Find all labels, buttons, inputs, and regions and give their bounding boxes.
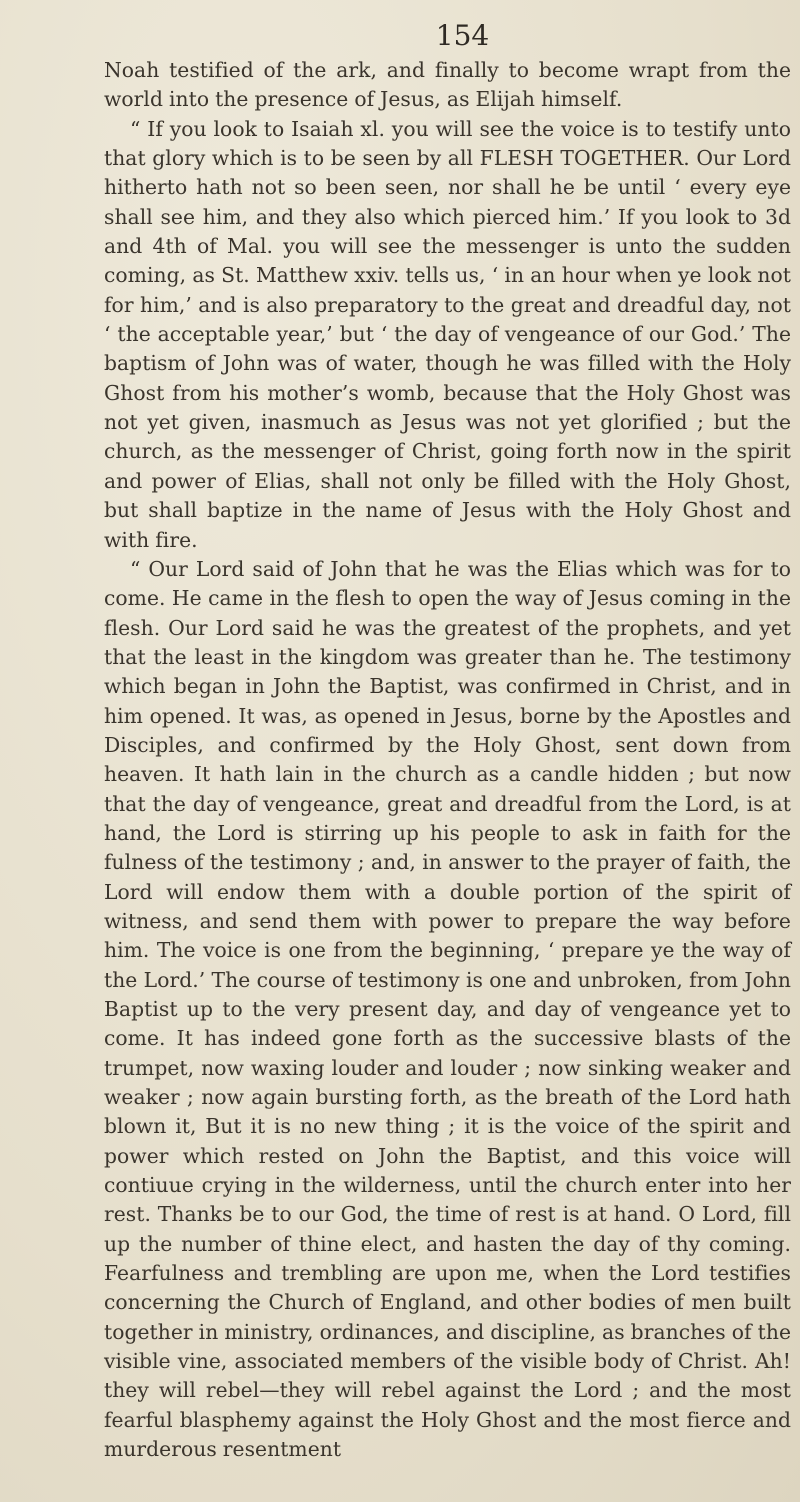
page-number: 154 — [435, 19, 490, 52]
body-text — [104, 56, 791, 1465]
paragraph: “ Our Lord said of John that he was the Elias which was for to come. He came in the flesh to open the way of Jesus coming in the flesh. Our Lord said he was the greatest of the prophets, and yet that the least in the kingdom was greater than he. The testimony which began in John the Baptist, was confirmed in Christ, and in him opened. It was, as opened in Jesus, borne by the Apostles and Disciples, and confirmed by the Holy Ghost, sent down from heaven. It hath lain in the church as a candle hidden ; but now that the day of vengeance, great and dreadful from the Lord, is at hand, the Lord is stirring up his people to ask in faith for the fulness of the testimony ; and, in answer to the prayer of faith, the Lord will endow them with a double portion of the spirit of witness, and send them with power to prepare the way before him. The voice is one from the beginning, ‘ prepare ye the way of the Lord.’ The course of testimony is one and unbroken, from John Baptist up to the very present day, and day of vengeance yet to come. It has indeed gone forth as the successive blasts of the trumpet, now waxing louder and louder ; now sinking weaker and weaker ; now again bursting forth, as the breath of the Lord hath blown it, But it is no new thing ; it is the voice of the spirit and power which rested on John the Baptist, and this voice will contiuue crying in the wilderness, until the church enter into her rest. Thanks be to our God, the time of rest is at hand. O Lord, fill up the number of thine elect, and hasten the day of thy coming. Fearfulness and trembling are upon me, when the Lord testifies concerning the Church of England, and other bodies of men built together in ministry, ordinances, and discipline, as branches of the visible vine, associated members of the visible body of Christ. Ah! they will rebel—they will rebel against the Lord ; and the most fearful blasphemy against the Holy Ghost and the most fierce and murderous resentment — [104, 556, 791, 1462]
paragraph: Noah testified of the ark, and finally to become wrapt from the world into the presence of Jesus, as Elijah himself. — [104, 58, 791, 112]
paragraph: “ If you look to Isaiah xl. you will see the voice is to testify unto that glory which is to be seen by all FLESH TOGETHER. Our Lord hitherto hath not so been seen, nor shall he be until ‘ every eye shall see him, and they also which pierced him.’ If you look to 3d and 4th of Mal. you will see the messenger is unto the sudden coming, as St. Matthew xxiv. tells us, ‘ in an hour when ye look not for him,’ and is also preparatory to the great and dreadful day, not ‘ the acceptable year,’ but ‘ the day of vengeance of our God.’ The baptism of John was of water, though he was filled with the Holy Ghost from his mother’s womb, because that the Holy Ghost was not yet given, inasmuch as Jesus was not yet glorified ; but the church, as the messenger of Christ, going forth now in the spirit and power of Elias, shall not only be filled with the Holy Ghost, but shall baptize in the name of Jesus with the Holy Ghost and with fire. — [104, 116, 791, 552]
